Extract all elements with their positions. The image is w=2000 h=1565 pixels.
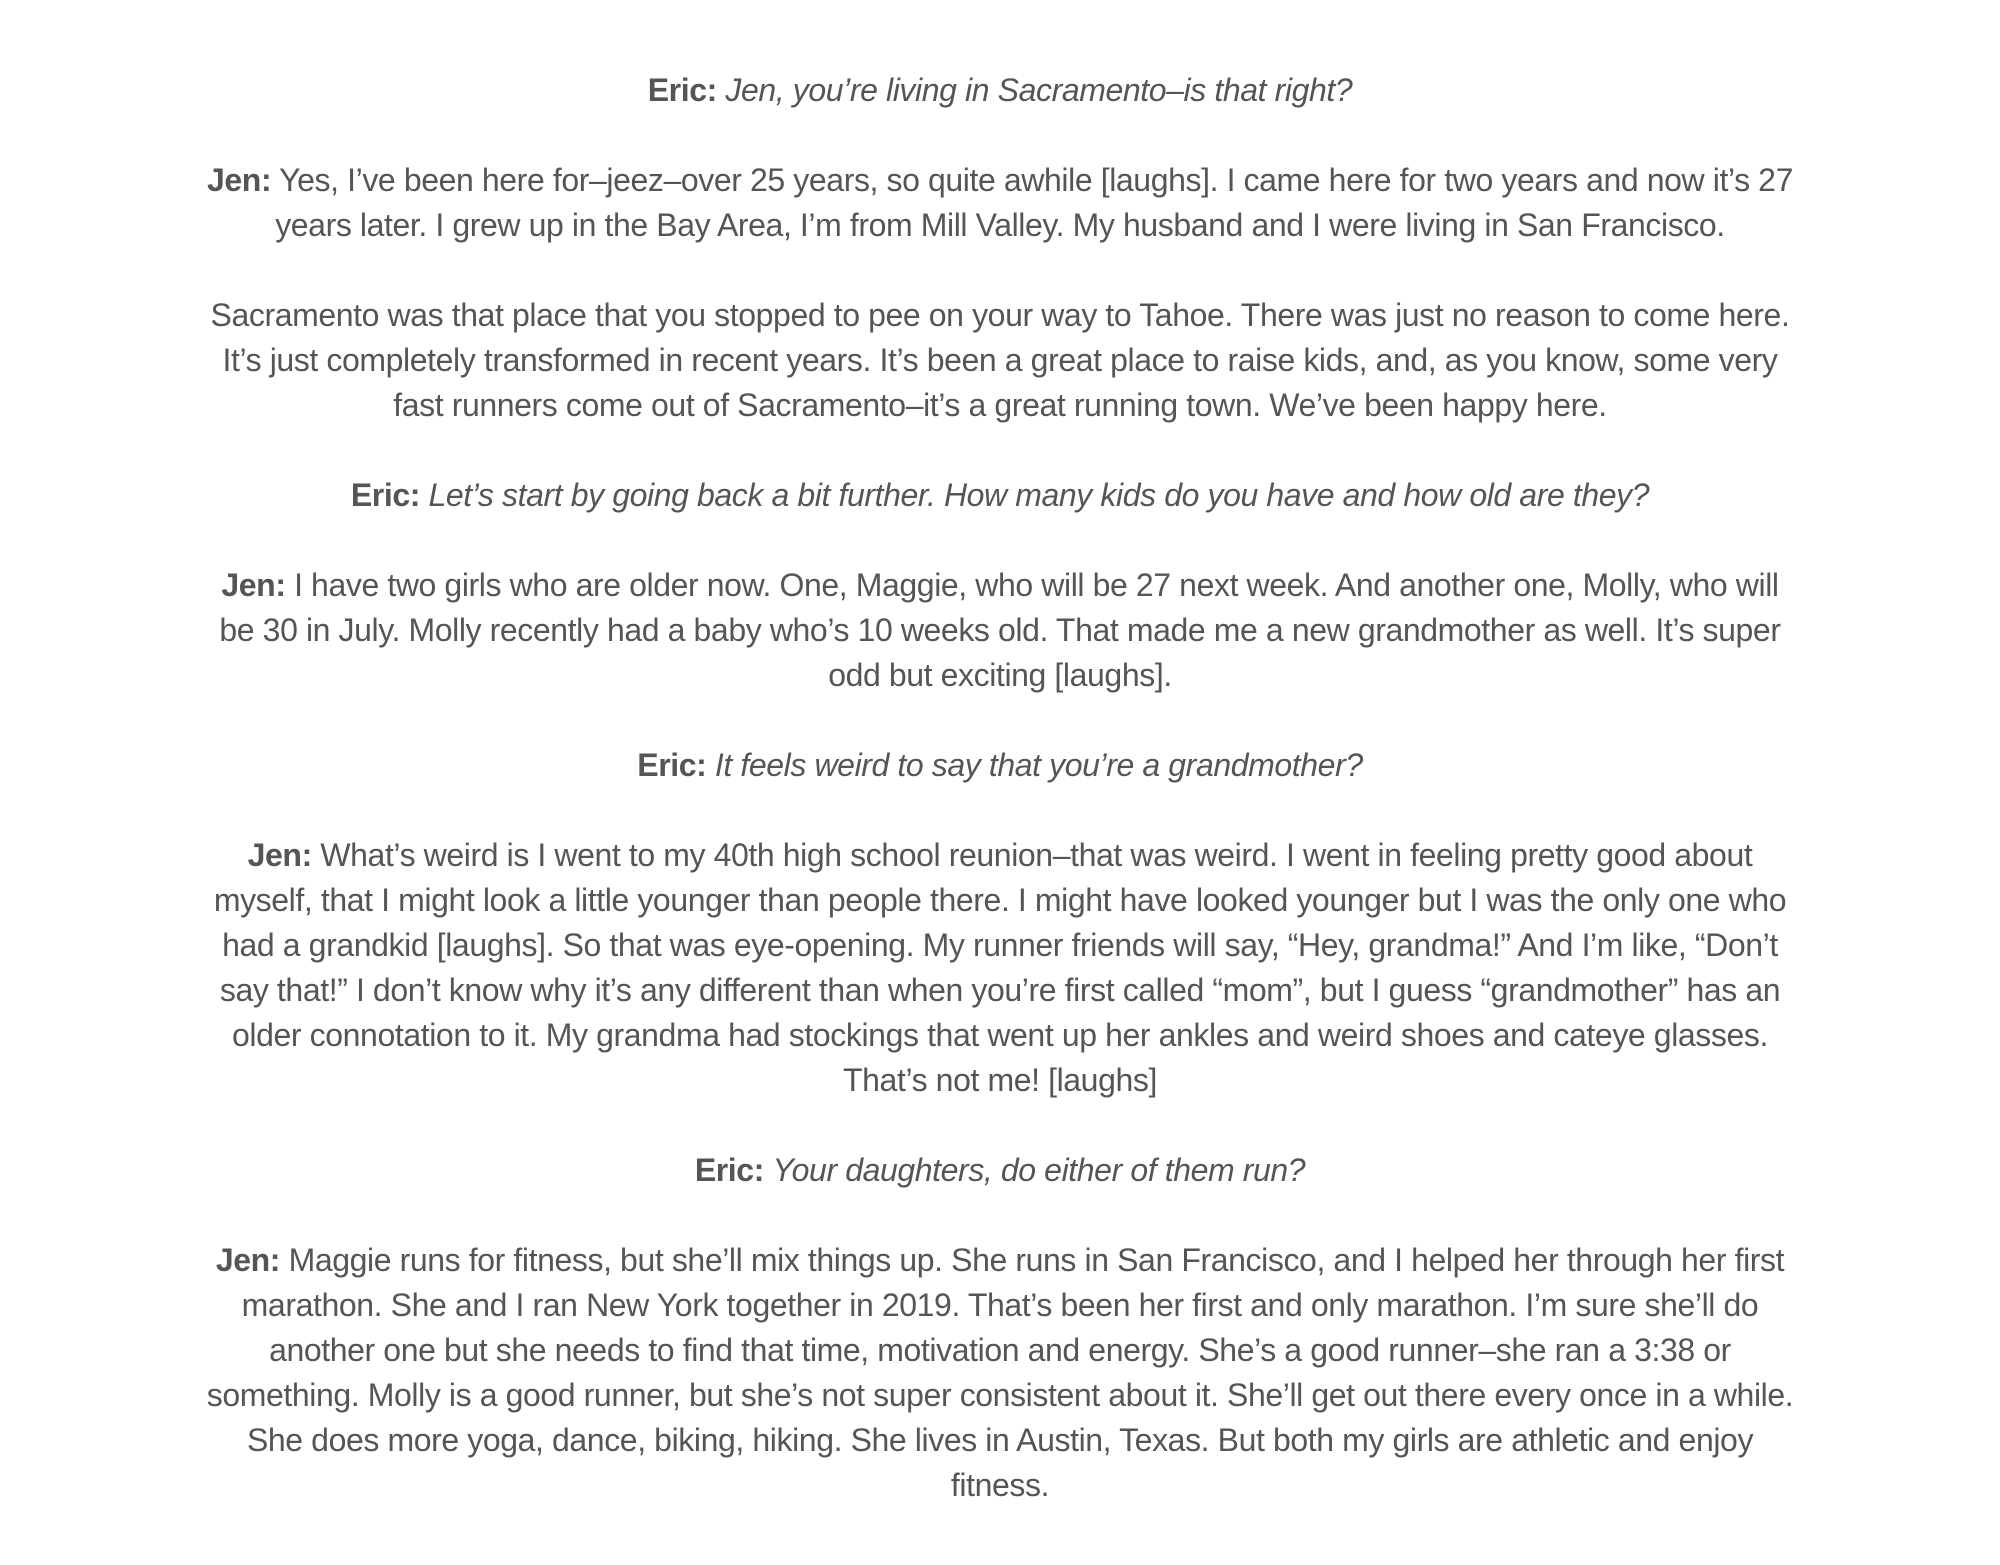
- question-4: [205, 1148, 1795, 1193]
- answer-4: [205, 1238, 1795, 1508]
- answer-1: [205, 158, 1795, 248]
- speaker-label: Jen:: [247, 837, 312, 873]
- speaker-label: Eric:: [350, 477, 420, 513]
- answer-text: I have two girls who are older now. One, Maggie, who will be 27 next week. And another one, Molly, who will be 30 in July. Molly recently had a baby who’s 10 weeks old. That made me a new grandmother as well. It’s super odd but exciting [laughs].: [219, 567, 1781, 693]
- answer-1-continuation: [205, 293, 1795, 428]
- speaker-label: Jen:: [207, 162, 272, 198]
- question-text: Your daughters, do either of them run?: [772, 1152, 1306, 1188]
- speaker-label: Jen:: [221, 567, 286, 603]
- answer-text: Sacramento was that place that you stopped to pee on your way to Tahoe. There was just no reason to come here. It’s just completely transformed in recent years. It’s been a great place to raise kids, and, as you know, some very fast runners come out of Sacramento–it’s a great running town. We’ve been happy here.: [210, 297, 1790, 423]
- answer-2: [205, 563, 1795, 698]
- speaker-label: Eric:: [637, 747, 707, 783]
- question-3: [205, 743, 1795, 788]
- question-2: [205, 473, 1795, 518]
- interview-transcript: [205, 68, 1795, 1508]
- answer-text: What’s weird is I went to my 40th high school reunion–that was weird. I went in feeling pretty good about myself, that I might look a little younger than people there. I might have looked younger but I was the only one who had a grandkid [laughs]. So that was eye-opening. My runner friends will say, “Hey, grandma!” And I’m like, “Don’t say that!” I don’t know why it’s any different than when you’re first called “mom”, but I guess “grandmother” has an older connotation to it. My grandma had stockings that went up her ankles and weird shoes and cateye glasses. That’s not me! [laughs]: [213, 837, 1787, 1098]
- answer-text: Yes, I’ve been here for–jeez–over 25 years, so quite awhile [laughs]. I came here for two years and now it’s 27 years later. I grew up in the Bay Area, I’m from Mill Valley. My husband and I were living in San Francisco.: [275, 162, 1793, 243]
- speaker-label: Eric:: [694, 1152, 764, 1188]
- question-text: Jen, you’re living in Sacramento–is that right?: [725, 72, 1353, 108]
- answer-3: [205, 833, 1795, 1103]
- speaker-label: Eric:: [647, 72, 717, 108]
- question-text: Let’s start by going back a bit further. How many kids do you have and how old are they?: [428, 477, 1650, 513]
- question-1: [205, 68, 1795, 113]
- answer-text: Maggie runs for fitness, but she’ll mix things up. She runs in San Francisco, and I helped her through her first marathon. She and I ran New York together in 2019. That’s been her first and only marathon. I’m sure she’ll do another one but she needs to find that time, motivation and energy. She’s a good runner–she ran a 3:38 or something. Molly is a good runner, but she’s not super consistent about it. She’ll get out there every once in a while. She does more yoga, dance, biking, hiking. She lives in Austin, Texas. But both my girls are athletic and enjoy fitness.: [206, 1242, 1794, 1503]
- speaker-label: Jen:: [215, 1242, 281, 1278]
- question-text: It feels weird to say that you’re a grandmother?: [714, 747, 1363, 783]
